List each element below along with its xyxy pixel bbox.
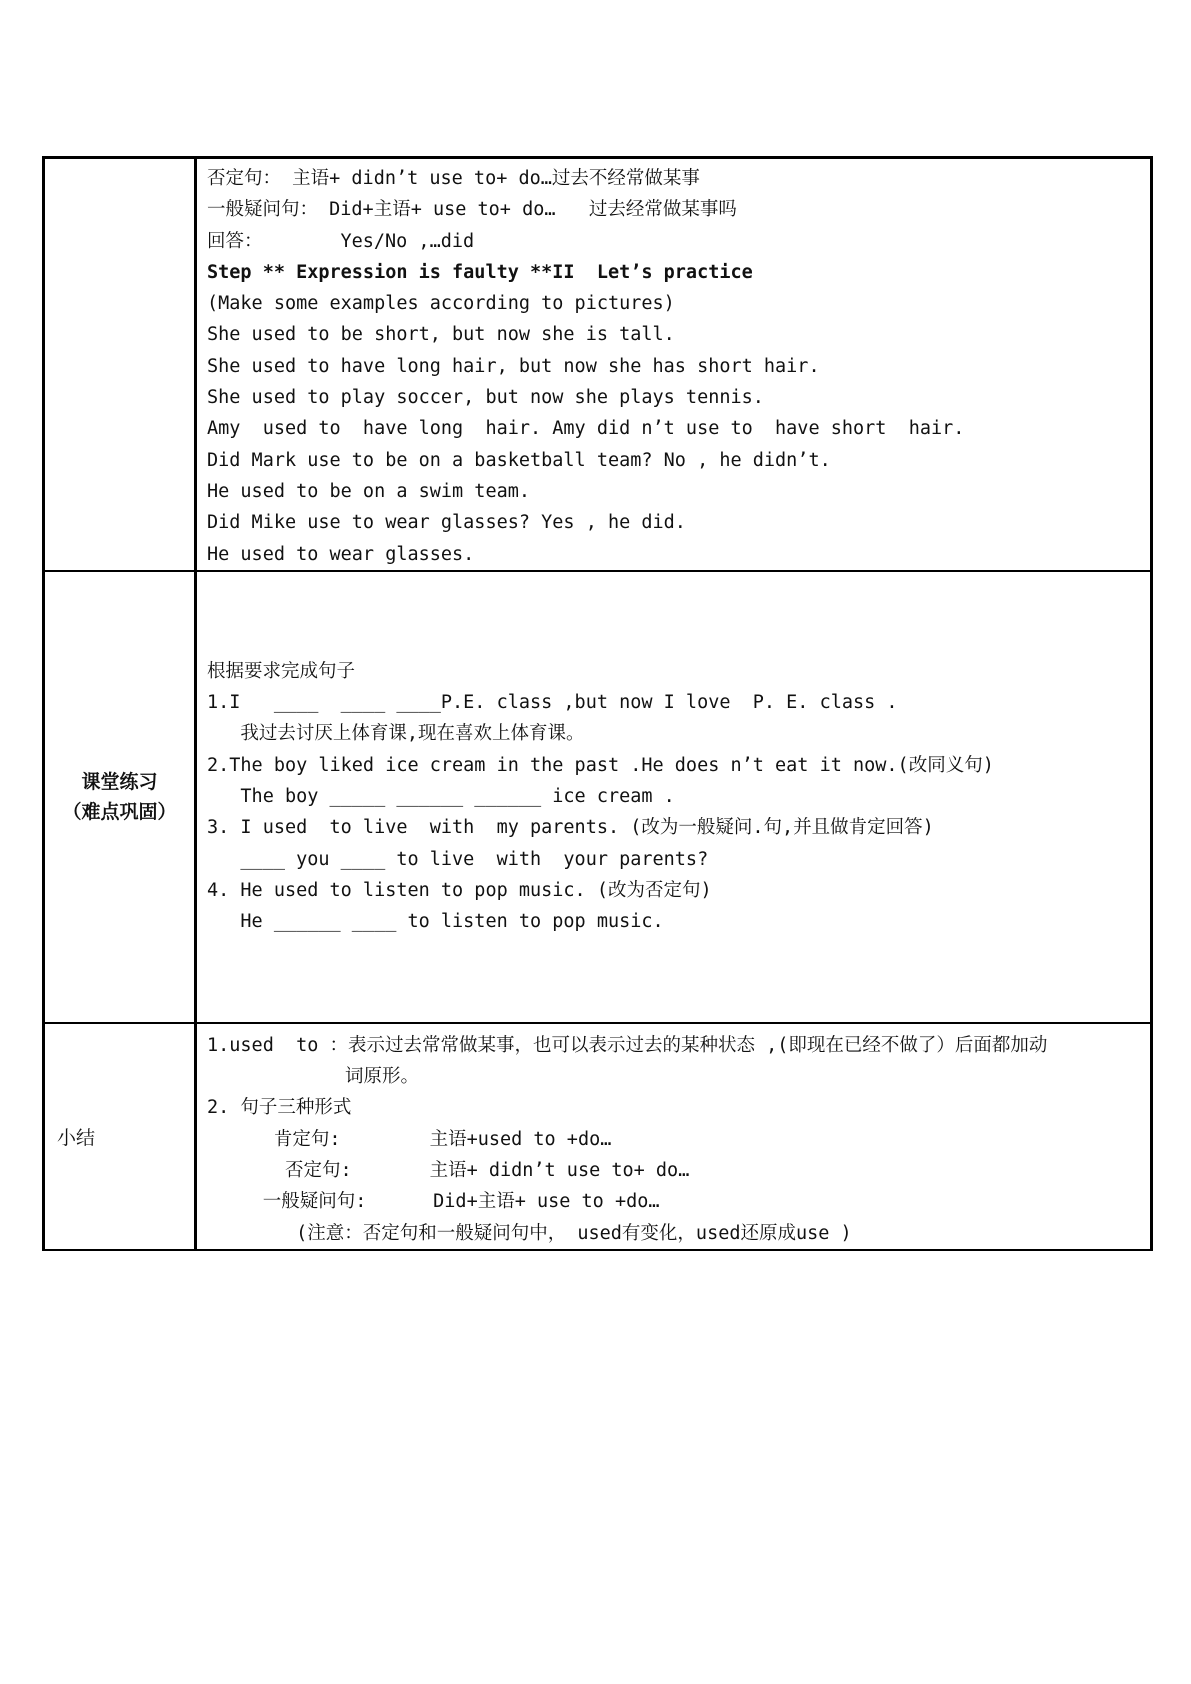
exercise-item: 我过去讨厌上体育课,现在喜欢上体育课。 xyxy=(207,723,585,745)
summary-line: 1.used to ：表示过去常常做某事，也可以表示过去的某种状态 ,(即现在已经不做了）后面都加动 xyxy=(207,1034,1048,1056)
text-line: 否定句： 主语+ didn’t use to+ do…过去不经常做某事 xyxy=(207,168,700,189)
table-row-exercises xyxy=(44,571,1152,1023)
exercise-item: 3. I used to live with my parents. (改为一般疑问.句,并且做肯定回答) xyxy=(207,817,934,839)
text-line: Amy used to have long hair. Amy did n’t use to have short hair. xyxy=(207,418,965,440)
step-heading: Step ** Expression is faulty **II Let’s practice xyxy=(207,261,753,283)
exercise-item: ____ you ____ to live with your parents? xyxy=(207,848,709,870)
text-line: Did Mike use to wear glasses? Yes , he did. xyxy=(207,512,686,534)
summary-line: 否定句: 主语+ didn’t use to+ do… xyxy=(207,1160,690,1182)
summary-line: 肯定句: 主语+used to +do… xyxy=(207,1128,612,1150)
exercise-item: 1.I ____ ____ ____P.E. class ,but now I love P. E. class . xyxy=(207,692,898,714)
row3-content-cell xyxy=(196,1023,1152,1250)
lesson-table xyxy=(42,156,1153,1251)
text-line: She used to be short, but now she is tall. xyxy=(207,324,675,346)
text-line: Did Mark use to be on a basketball team? No , he didn’t. xyxy=(207,449,831,471)
exercise-heading: 根据要求完成句子 xyxy=(207,660,356,682)
text-line: She used to play soccer, but now she plays tennis. xyxy=(207,387,764,409)
exercise-item: 2.The boy liked ice cream in the past .He does n’t eat it now.(改同义句) xyxy=(207,754,994,776)
summary-line-continued: 词原形。 xyxy=(345,1066,420,1088)
summary-note: (注意：否定句和一般疑问句中， used有变化，used还原成use ) xyxy=(207,1222,852,1244)
row2-content-cell xyxy=(196,571,1152,1023)
summary-label: 小结 xyxy=(57,1126,96,1149)
text-line: 一般疑问句： Did+主语+ use to+ do… 过去经常做某事吗 xyxy=(207,199,737,221)
summary-line: 2. 句子三种形式 xyxy=(207,1097,352,1119)
exercise-item: 4. He used to listen to pop music. (改为否定句) xyxy=(207,879,712,901)
section-label: 课堂练习 xyxy=(81,770,158,793)
table-row-summary xyxy=(44,1023,1152,1250)
text-line: He used to be on a swim team. xyxy=(207,480,531,502)
row1-content-cell xyxy=(196,158,1152,571)
row3-label-cell xyxy=(44,1023,196,1250)
exercise-item: The boy _____ ______ ______ ice cream . xyxy=(207,786,675,808)
text-line: He used to wear glasses. xyxy=(207,543,475,565)
text-line: (Make some examples according to pictures) xyxy=(207,293,675,315)
section-sublabel: （难点巩固） xyxy=(62,800,177,823)
text-line: 回答： Yes/No ,…did xyxy=(207,230,475,252)
row2-label-cell xyxy=(44,571,196,1023)
exercise-item: He ______ ____ to listen to pop music. xyxy=(207,911,664,933)
table-row-practice xyxy=(44,158,1152,571)
text-line: She used to have long hair, but now she has short hair. xyxy=(207,355,820,377)
summary-line: 一般疑问句: Did+主语+ use to +do… xyxy=(207,1191,660,1213)
row1-label-cell xyxy=(44,158,196,571)
